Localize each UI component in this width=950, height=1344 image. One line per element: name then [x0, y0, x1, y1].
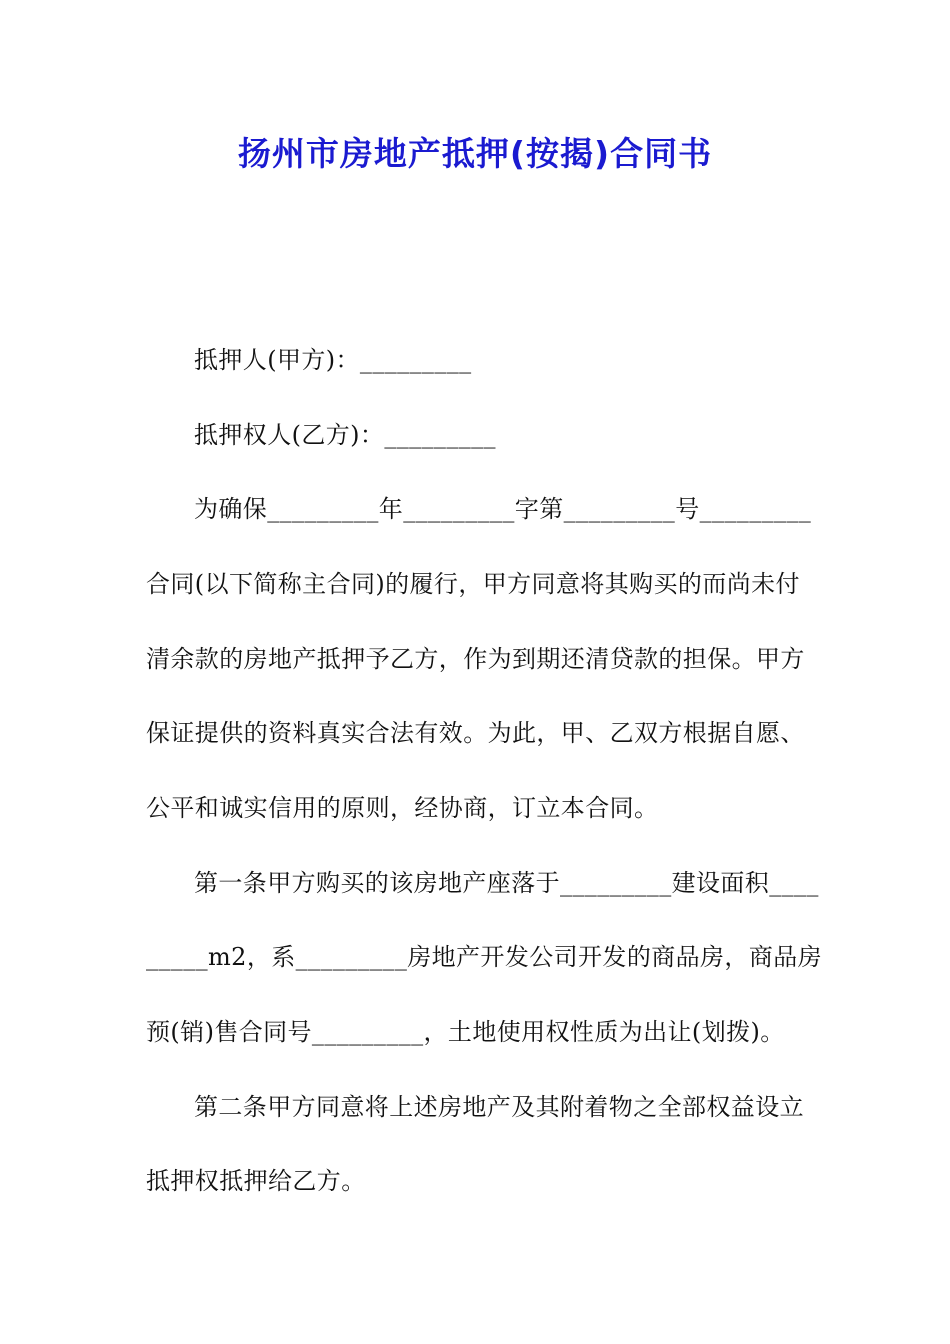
- paragraph-line: 保证提供的资料真实合法有效。为此，甲、乙双方根据自愿、: [146, 719, 805, 747]
- mortgagor-line: 抵押人(甲方)：_________: [194, 346, 472, 374]
- paragraph-line: 清余款的房地产抵押予乙方，作为到期还清贷款的担保。甲方: [146, 645, 805, 673]
- article-two-line: 抵押权抵押给乙方。: [146, 1167, 366, 1195]
- document-title: 扬州市房地产抵押(按揭)合同书: [237, 134, 713, 173]
- paragraph-line: 公平和诚实信用的原则，经协商，订立本合同。: [146, 794, 659, 822]
- article-one-line: 第一条甲方购买的该房地产座落于_________建设面积____: [194, 869, 819, 897]
- paragraph-line: 合同(以下简称主合同)的履行，甲方同意将其购买的而尚未付: [146, 570, 800, 598]
- paragraph-line: 为确保_________年_________字第_________号_________: [194, 495, 812, 523]
- article-two-line: 第二条甲方同意将上述房地产及其附着物之全部权益设立: [194, 1093, 804, 1121]
- mortgagee-line: 抵押权人(乙方)：_________: [194, 421, 496, 449]
- article-one-line: 预(销)售合同号_________，土地使用权性质为出让(划拨)。: [146, 1018, 785, 1046]
- article-one-line: _____m2，系_________房地产开发公司开发的商品房，商品房: [146, 943, 823, 971]
